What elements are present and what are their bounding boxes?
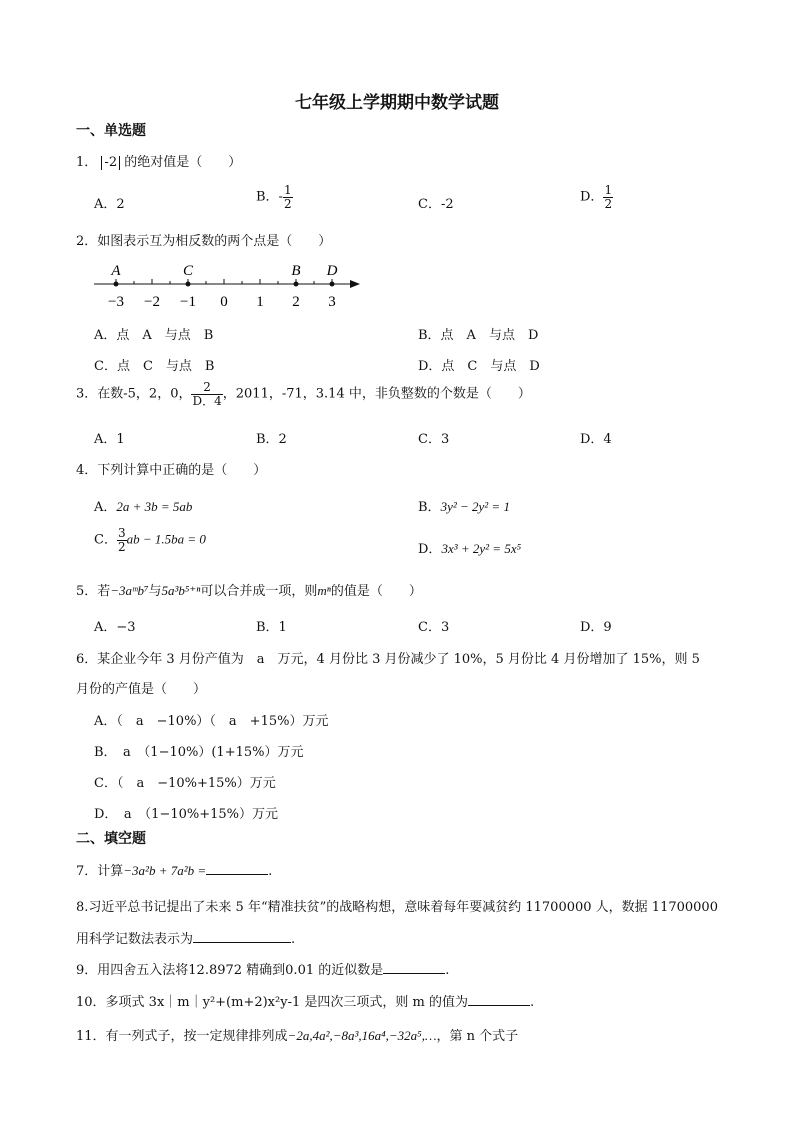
number-line-tick-label: 0 (220, 294, 228, 310)
question-1 (76, 151, 241, 170)
q1-text: 的绝对值是（ ） (124, 155, 242, 170)
q1-d-fraction: $\frac{1}{2}$ (604, 183, 613, 211)
q1-absolute-value: -2 (101, 156, 120, 170)
number-line-figure (90, 256, 370, 312)
question-11: 11．有一列式子，按一定规律排列成−2a,4a²,−8a³,16a⁴,−32a⁵,…，第 n 个式子 (76, 1028, 519, 1044)
number-line-tick-label: 1 (256, 294, 264, 310)
q4-option-a: A．2a + 3b = 5ab (94, 499, 193, 515)
q7-answer-blank[interactable] (206, 861, 268, 875)
q10-answer-blank[interactable] (468, 992, 530, 1006)
q1-option-b: B．- $\frac{1}{2}$ (256, 183, 292, 211)
question-4: 4．下列计算中正确的是（ ） (76, 463, 267, 478)
q1-option-d: D． $\frac{1}{2}$ (580, 183, 613, 211)
q5-option-b: B．1 (256, 620, 287, 635)
section-heading-fill-in: 二、填空题 (76, 831, 146, 847)
number-line-tick-label: 2 (292, 294, 300, 310)
q4-option-b: B．3y² − 2y² = 1 (418, 499, 510, 515)
q2-option-a: A．点 A 与点 B (94, 328, 214, 343)
q2-option-c: C．点 C 与点 B (94, 359, 215, 374)
number-line-tick-label: 3 (328, 294, 336, 310)
question-10: 10．多项式 3x｜m｜y²+(m+2)x²y-1 是四次三项式，则 m 的值为 . (76, 991, 534, 1010)
q6-option-b: B． a （1−10%）(1+15%）万元 (94, 745, 304, 760)
q8-answer-blank[interactable] (193, 929, 291, 943)
q1-b-fraction: $\frac{1}{2}$ (283, 183, 292, 211)
number-line-point-label: A (111, 263, 121, 279)
q6-option-a: A．（ a −10%）（ a +15%）万元 (94, 714, 329, 729)
number-line-point (114, 282, 119, 287)
q4-option-d: D．3x³ + 2y² = 5x⁵ (418, 541, 522, 557)
q5-option-d: D．9 (580, 620, 612, 635)
number-line-point (330, 282, 335, 287)
question-2: 2．如图表示互为相反数的两个点是（ ） (76, 234, 332, 249)
question-9: 9．用四舍五入法将12.8972 精确到0.01 的近似数是 . (76, 959, 449, 978)
q6-option-d: D． a （1−10%+15%）万元 (94, 807, 279, 822)
question-6-line-1: 6．某企业今年 3 月份产值为 a 万元，4 月份比 3 月份减少了 10%，5 月份比 4 月份增加了 15%，则 5 (76, 652, 700, 667)
page-title: 七年级上学期期中数学试题 (295, 93, 499, 113)
number-line-point-label: B (291, 263, 301, 279)
q5-option-a: A．−3 (94, 620, 136, 635)
q3-option-a: A．1 (94, 432, 125, 447)
q1-option-c: C．-2 (418, 197, 454, 212)
number-line-tick-label: −2 (144, 294, 160, 310)
arrow-head-icon (350, 280, 360, 288)
number-line-tick-label: −3 (108, 294, 124, 310)
q3-option-d: D．4 (580, 432, 612, 447)
q5-option-c: C．3 (418, 620, 450, 635)
q6-option-c: C．（ a −10%+15%）万元 (94, 776, 276, 791)
question-8-line-1: 8.习近平总书记提出了未来 5 年“精准扶贫”的战略构想，意味着每年要减贫约 11700000 人，数据 11700000 (76, 900, 718, 915)
question-3: 3．在数-5，2，0， $\frac{2}{D.4}$ ，2011，-71，3.14 中，非负整数的个数是（ ） (76, 380, 531, 408)
q2-option-b: B．点 A 与点 D (418, 328, 539, 343)
number-line-point (294, 282, 299, 287)
number-line-point-label: C (182, 263, 194, 279)
question-7: 7．计算−3a²b + 7a²b = . (76, 863, 273, 879)
number-line-point (186, 282, 191, 287)
q3-option-b: B．2 (256, 432, 287, 447)
number-line-tick-label: −1 (180, 294, 196, 310)
q3-option-c: C．3 (418, 432, 450, 447)
question-8-line-2: 用科学记数法表示为 . (76, 928, 295, 947)
q1-option-a: A．2 (94, 197, 125, 212)
section-heading-single-choice: 一、单选题 (76, 123, 146, 139)
question-6-line-2: 月份的产值是（ ） (76, 682, 207, 697)
q9-answer-blank[interactable] (383, 960, 445, 974)
q4-c-fraction: $\frac{3}{2}$ (117, 526, 126, 554)
q2-option-d: D．点 C 与点 D (418, 359, 540, 374)
question-5: 5．若−3aᵐb⁷与5a³b⁵⁺ⁿ可以合并成一项，则mⁿ的值是（ ） (76, 583, 422, 599)
number-line-point-label: D (326, 263, 338, 279)
q1-number: 1． (76, 155, 98, 170)
q3-fraction: $\frac{2}{D.4}$ (192, 380, 222, 408)
q4-option-c: C． $\frac{3}{2}$ ab − 1.5ba = 0 (94, 526, 206, 554)
